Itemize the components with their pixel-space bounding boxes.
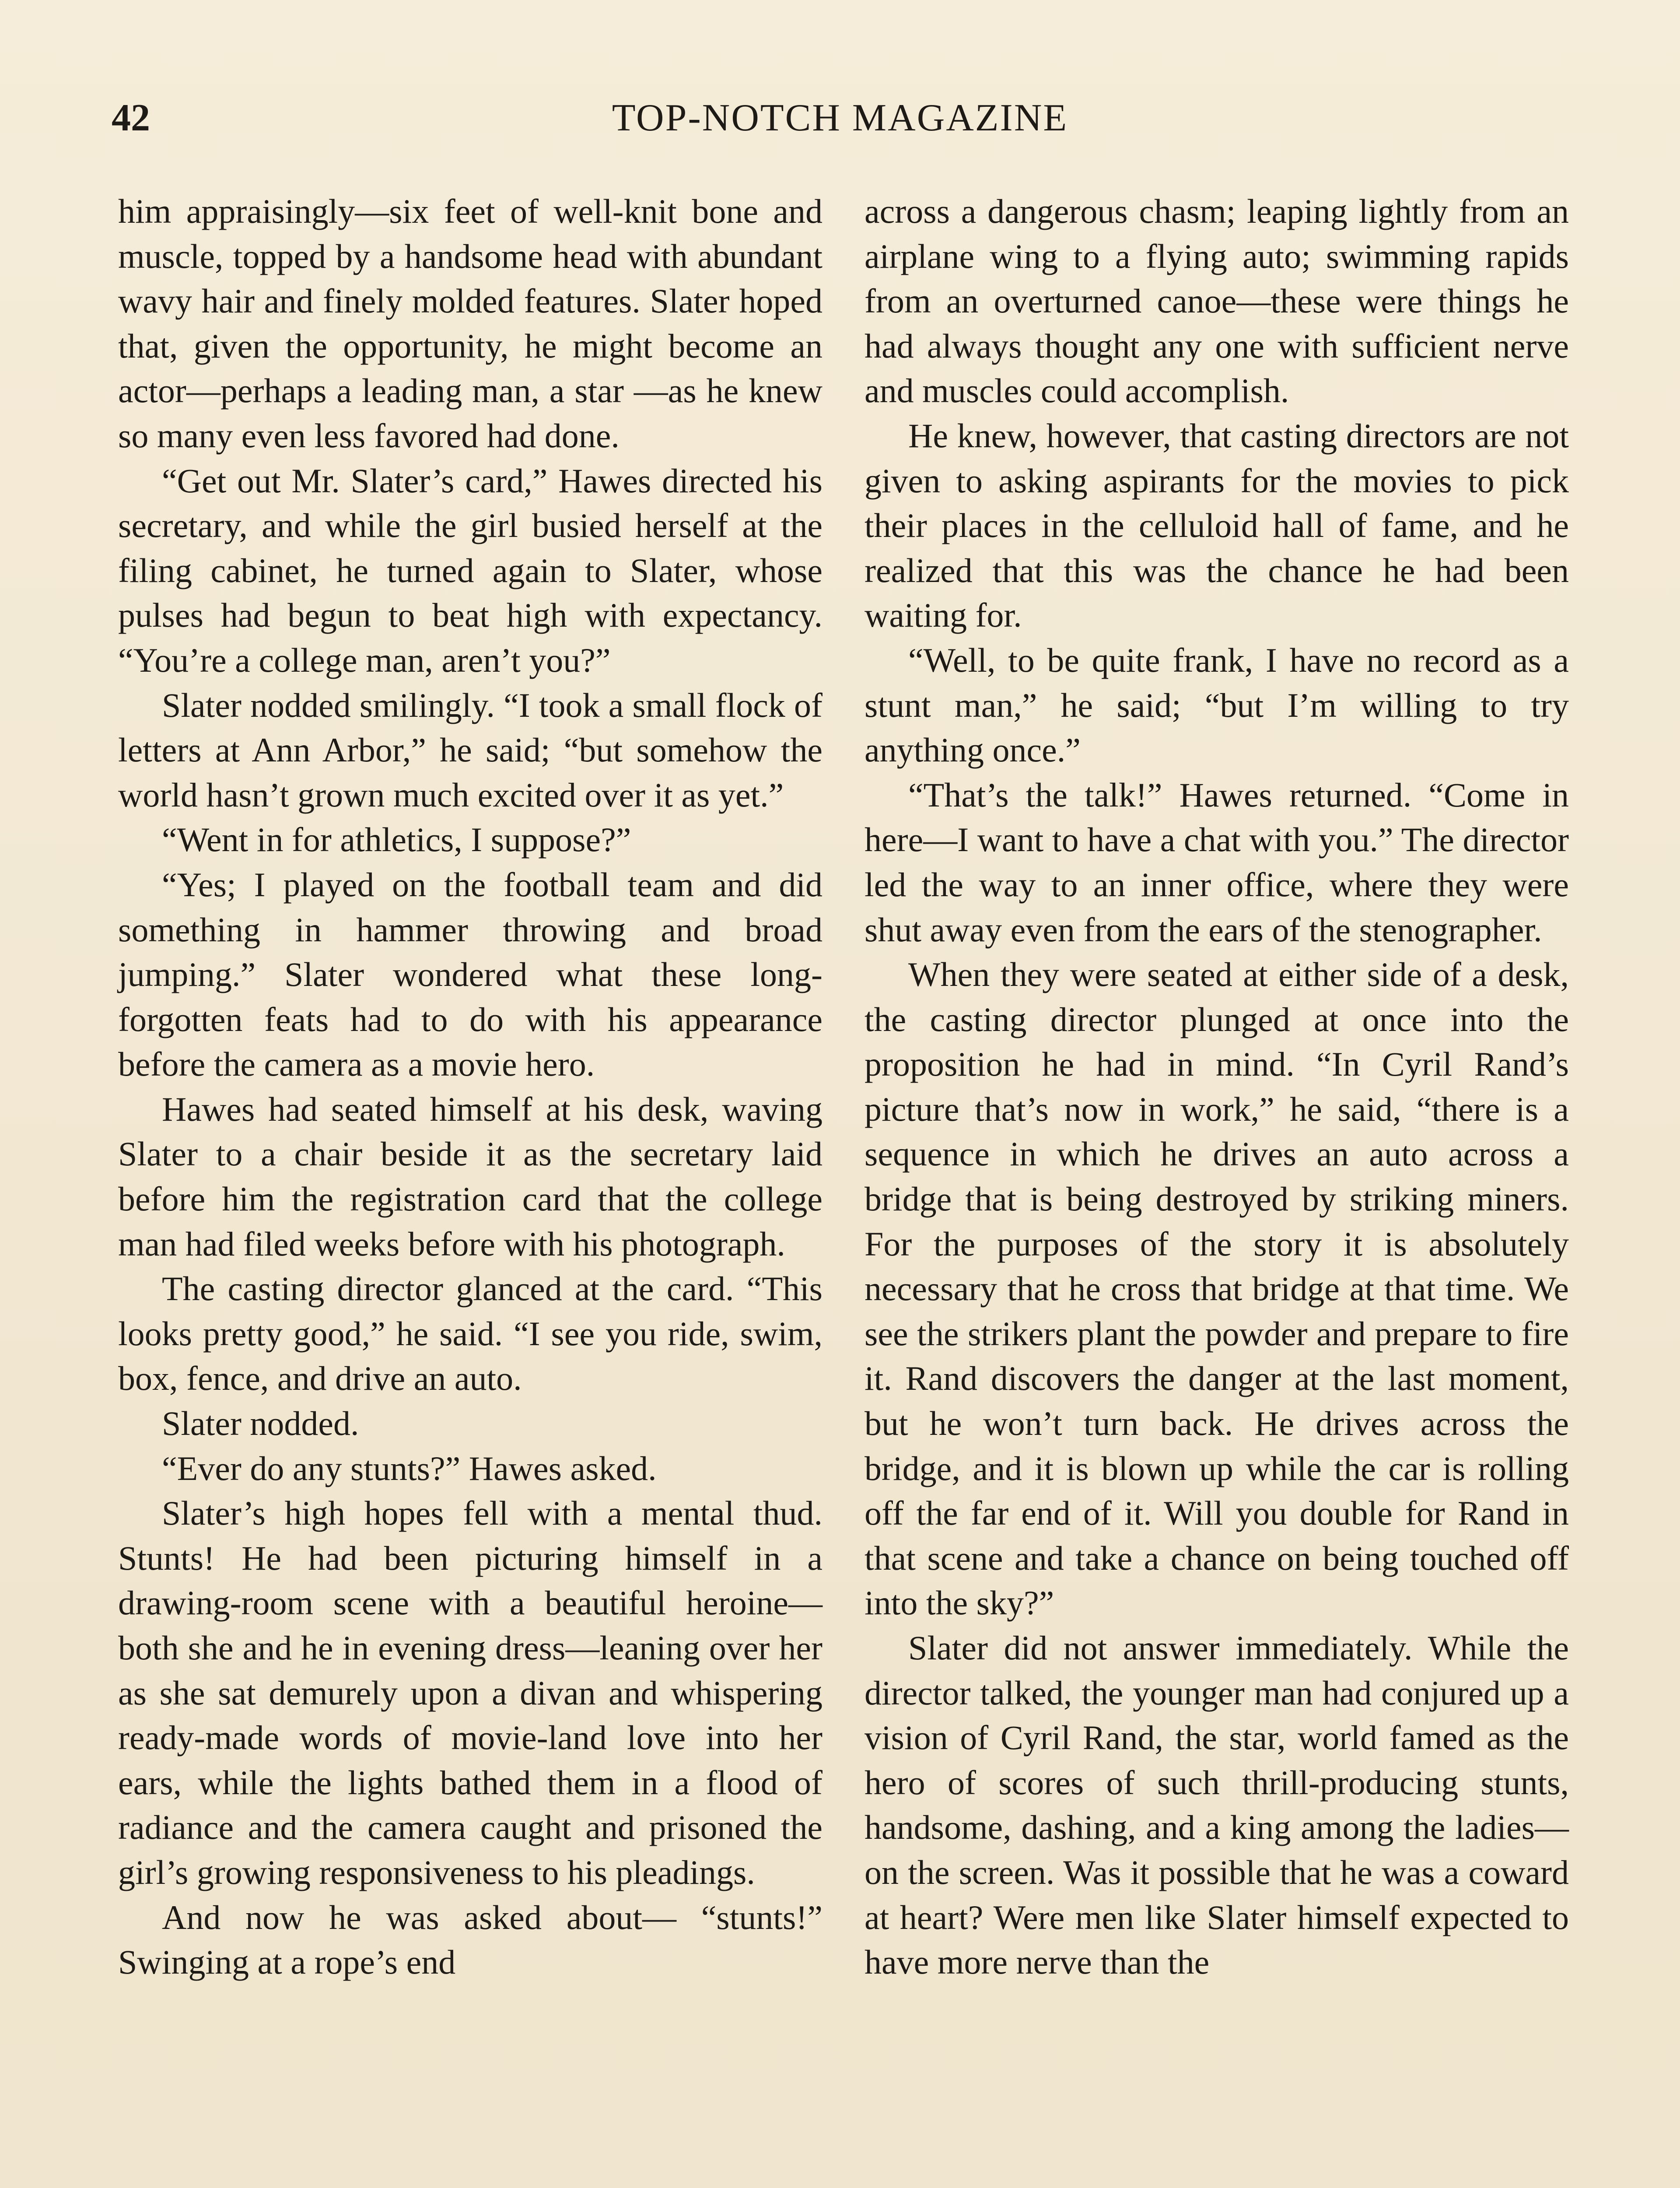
paragraph: Slater’s high hopes fell with a mental thud. Stunts! He had been picturing himself in a drawing-room scene with a beautiful heroine—both she and he in evening dress—leaning over her as she sat demurely upon a divan and whispering ready-made words of movie-land love into her ears, while the lights bathed them in a flood of radiance and the camera caught and prisoned the girl’s growing responsiveness to his pleadings. — [118, 1494, 822, 1891]
running-head: TOP-NOTCH MAGAZINE — [612, 97, 1068, 139]
paragraph: The casting director glanced at the card. “This looks pretty good,” he said. “I see you ride, swim, box, fence, and drive an auto. — [118, 1269, 822, 1398]
right-column — [864, 189, 1569, 1985]
paragraph: Hawes had seated himself at his desk, waving Slater to a chair beside it as the secretary laid before him the registration card that the college man had filed weeks before with his photograph. — [118, 1090, 822, 1263]
paragraph: “Well, to be quite frank, I have no record as a stunt man,” he said; “but I’m willing to try anything once.” — [864, 641, 1569, 769]
paragraph: “Yes; I played on the football team and did something in hammer throwing and broad jumping.” Slater wondered what these long-forgotten feats had to do with his appearance before the camera as a movie hero. — [118, 865, 822, 1083]
paragraph: “That’s the talk!” Hawes returned. “Come in here—I want to have a chat with you.” The director led the way to an inner office, where they were shut away even from the ears of the stenographer. — [864, 775, 1569, 949]
page-number: 42 — [112, 97, 150, 139]
paragraph: Slater did not answer immediately. While the director talked, the younger man had conjured up a vision of Cyril Rand, the star, world famed as the hero of scores of such thrill-producing stunts, handsome, dashing, and a king among the ladies—on the screen. Was it possible that he was a coward at heart? Were men like Slater himself expected to have more nerve than the — [864, 1629, 1569, 1981]
paragraph: “Get out Mr. Slater’s card,” Hawes directed his secretary, and while the girl busied herself at the filing cabinet, he turned again to Slater, whose pulses had begun to beat high with expectancy. “You’re a college man, aren’t you?” — [118, 461, 822, 679]
paragraph: “Ever do any stunts?” Hawes asked. — [162, 1449, 657, 1487]
paragraph: When they were seated at either side of a desk, the casting director plunged at once into the proposition he had in mind. “In Cyril Rand’s picture that’s now in work,” he said, “there is a sequence in which he drives an auto across a bridge that is being destroyed by striking miners. For the purposes of the story it is absolutely necessary that he cross that bridge at that time. We see the strikers plant the powder and prepare to fire it. Rand discovers the danger at the last moment, but he won’t turn back. He drives across the bridge, and it is blown up while the car is rolling off the far end of it. Will you double for Rand in that scene and take a chance on being touched off into the sky?” — [864, 955, 1569, 1622]
paragraph: And now he was asked about— “stunts!” Swinging at a rope’s end — [118, 1898, 822, 1981]
paragraph: across a dangerous chasm; leaping lightly from an airplane wing to a flying auto; swimming rapids from an overturned canoe—these were things he had always thought any one with sufficient nerve and muscles could accomplish. — [864, 192, 1569, 410]
paragraph: Slater nodded smilingly. “I took a small flock of letters at Ann Arbor,” he said; “but somehow the world hasn’t grown much excited over it as yet.” — [118, 686, 822, 814]
left-column — [118, 189, 822, 1985]
paragraph: He knew, however, that casting directors are not given to asking aspirants for the movies to pick their places in the celluloid hall of fame, and he realized that this was the chance he had been waiting for. — [864, 416, 1569, 635]
paragraph: Slater nodded. — [162, 1404, 359, 1443]
paragraph: him appraisingly—six feet of well-knit bone and muscle, topped by a handsome head with abundant wavy hair and finely molded features. Slater hoped that, given the opportunity, he might become an actor—perhaps a leading man, a star —as he knew so many even less favored had done. — [118, 192, 822, 455]
paragraph: “Went in for athletics, I suppose?” — [162, 820, 631, 859]
